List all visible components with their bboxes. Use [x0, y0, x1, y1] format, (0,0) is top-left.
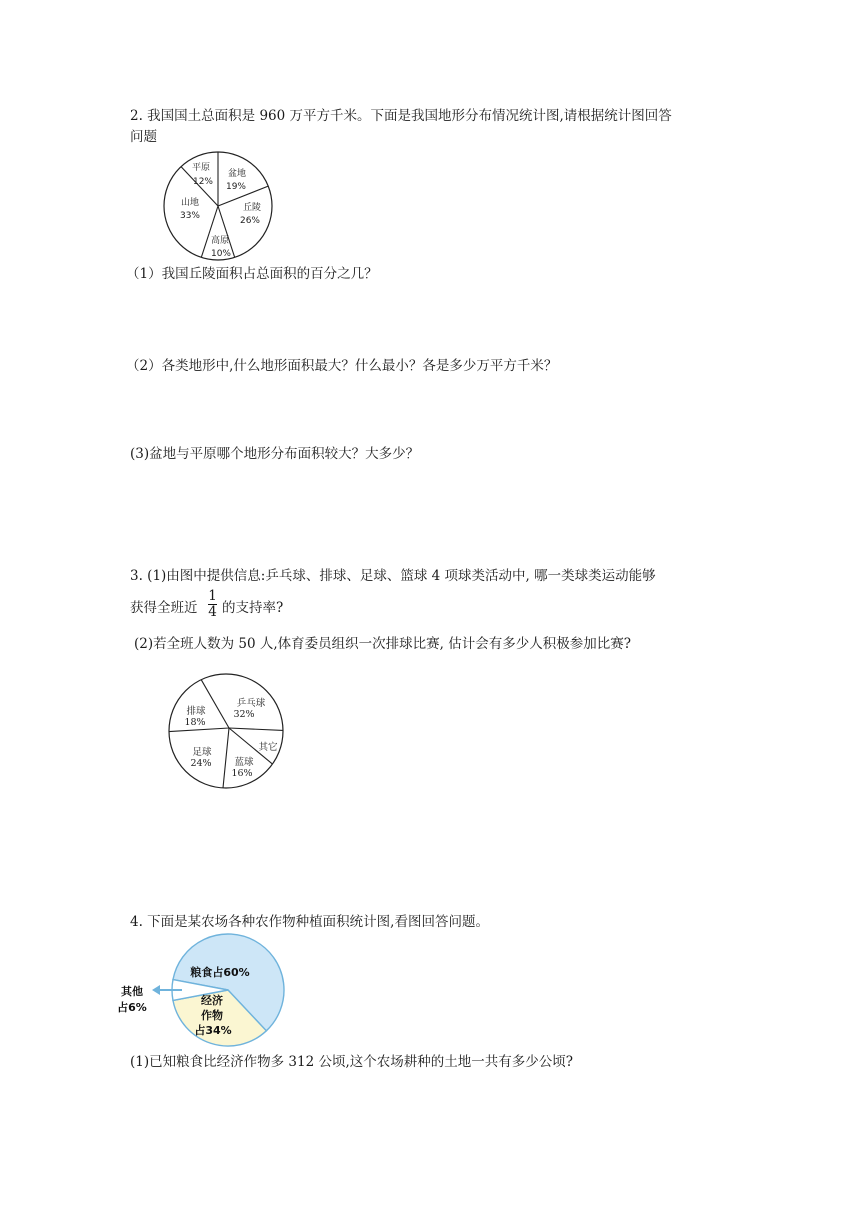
q3-intro-line1: 3. (1)由图中提供信息:乒乓球、排球、足球、篮球 4 项球类活动中, 哪一类球类运动能够: [130, 568, 656, 584]
q2-intro-line1: 2. 我国国土总面积是 960 万平方千米。下面是我国地形分布情况统计图,请根据统计图回答: [130, 108, 672, 124]
pie2-label-basketball: 蓝球: [234, 757, 254, 768]
ball-sports-pie-chart: [167, 672, 285, 790]
q3-fraction-one-quarter: [208, 589, 217, 620]
terrain-pie-chart: [162, 150, 274, 262]
pie3-other-arrowhead: [152, 985, 160, 995]
pie2-label-volleyball: 排球: [186, 706, 206, 717]
pie3-label-cash-line3: 占34%: [194, 1024, 232, 1037]
pie2-label-football: 足球: [192, 747, 212, 758]
q2-sub1: （1）我国丘陵面积占总面积的百分之几？: [126, 266, 378, 282]
pie2-value-football: 24%: [190, 758, 212, 769]
q2-intro-line2: 问题: [130, 129, 157, 145]
pie3-label-grain: 粮食占60%: [190, 966, 250, 979]
pie1-value-gaoyuan: 10%: [210, 249, 232, 259]
pie1-label-qiuling: 丘陵: [242, 203, 262, 213]
pie3-label-other-line2: 占6%: [117, 1001, 147, 1014]
pie1-value-pendi: 19%: [225, 182, 247, 192]
q3-intro-line2-pre: 获得全班近: [130, 600, 198, 616]
pie2-value-basketball: 16%: [231, 768, 253, 779]
pie2-label-pingpong: 乒乓球: [236, 698, 266, 709]
pie1-label-shandi: 山地: [180, 198, 200, 208]
fraction-numerator: 1: [208, 588, 217, 604]
pie3-label-cash-line1: 经济: [201, 994, 223, 1007]
pie2-label-other: 其它: [258, 742, 278, 753]
q3-sub2: (2)若全班人数为 50 人,体育委员组织一次排球比赛, 估计会有多少人积极参加比赛?: [134, 636, 631, 652]
pie1-value-shandi: 33%: [179, 211, 201, 221]
pie2-value-volleyball: 18%: [184, 717, 206, 728]
pie3-label-cash-line2: 作物: [201, 1009, 223, 1022]
pie3-label-other-line1: 其他: [121, 985, 143, 998]
pie1-label-pendi: 盆地: [227, 169, 247, 179]
pie1-value-qiuling: 26%: [239, 216, 261, 226]
q4-sub1: (1)已知粮食比经济作物多 312 公顷,这个农场耕种的土地一共有多少公顷?: [130, 1054, 574, 1070]
q2-sub2: （2）各类地形中,什么地形面积最大？什么最小？各是多少万平方千米？: [126, 358, 558, 374]
q4-intro: 4. 下面是某农场各种农作物种植面积统计图,看图回答问题。: [130, 914, 489, 930]
pie1-value-pingyuan: 12%: [192, 177, 214, 187]
pie1-label-pingyuan: 平原: [191, 163, 211, 173]
pie2-value-pingpong: 32%: [233, 709, 255, 720]
pie1-label-gaoyuan: 高原: [210, 236, 230, 246]
fraction-denominator: 4: [208, 604, 217, 620]
q3-intro-line2-post: 的支持率?: [222, 600, 284, 616]
farm-crops-pie-chart: [118, 932, 288, 1048]
q2-sub3: (3)盆地与平原哪个地形分布面积较大？大多少？: [130, 446, 420, 462]
